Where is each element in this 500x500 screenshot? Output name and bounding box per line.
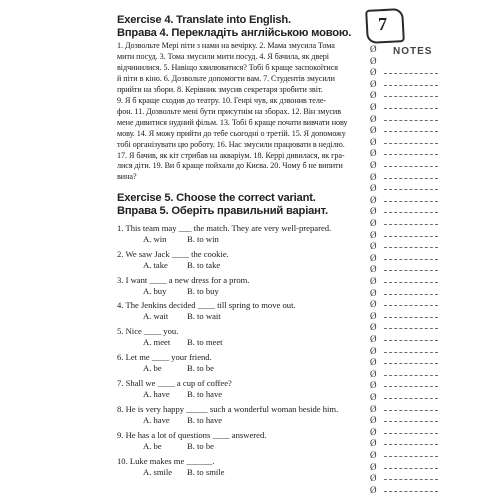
question-item bbox=[117, 223, 377, 245]
notes-rule-line bbox=[384, 120, 438, 121]
exercise-4-line: 17. Я бачив, як кіт стрибав на акваріум. 18. Керрі дивилася, як гра- bbox=[117, 150, 345, 160]
spiral-ring-icon: Ø bbox=[370, 148, 377, 159]
spiral-ring-icon: Ø bbox=[370, 380, 377, 391]
spiral-ring-icon: Ø bbox=[370, 461, 377, 472]
spiral-ring-icon: Ø bbox=[370, 113, 377, 124]
option-b[interactable]: B. to meet bbox=[187, 337, 223, 347]
spiral-ring-icon: Ø bbox=[370, 403, 377, 414]
exercise-5-title-uk: Вправа 5. Оберіть правильний варіант. bbox=[117, 205, 328, 217]
spiral-ring-icon: Ø bbox=[370, 44, 377, 54]
exercise-4-line: тобі організувати цю роботу. 16. Нас змусили працювати в неділю. bbox=[117, 139, 345, 149]
notes-rule-line bbox=[384, 468, 438, 469]
notes-rule-line bbox=[384, 363, 438, 364]
notes-rule-line bbox=[384, 479, 438, 480]
exercise-4-line: мити посуд. 3. Тома змусили мити посуд. 4. Я бачила, як двері bbox=[117, 51, 330, 61]
spiral-ring-icon: Ø bbox=[370, 299, 377, 310]
option-a[interactable]: A. take bbox=[143, 260, 168, 270]
notes-rule-line bbox=[384, 178, 438, 179]
spiral-ring-icon: Ø bbox=[370, 183, 377, 194]
option-b[interactable]: B. to take bbox=[187, 260, 221, 270]
spiral-ring-icon: Ø bbox=[370, 426, 377, 437]
spiral-ring-icon: Ø bbox=[370, 264, 377, 275]
spiral-ring-icon: Ø bbox=[370, 160, 377, 170]
notes-rule-line bbox=[384, 352, 438, 353]
spiral-ring-icon: Ø bbox=[370, 252, 377, 263]
notes-rule-line bbox=[384, 421, 438, 422]
option-a[interactable]: A. be bbox=[143, 363, 162, 373]
spiral-ring-icon: Ø bbox=[370, 450, 377, 460]
exercise-4-title-en: Exercise 4. Translate into English. bbox=[117, 14, 291, 26]
spiral-ring-icon: Ø bbox=[370, 78, 377, 89]
notes-rule-line bbox=[384, 131, 438, 132]
question-stem: 3. I want ____ a new dress for a prom. bbox=[117, 275, 250, 285]
notes-rule-line bbox=[384, 386, 438, 387]
spiral-ring-icon: Ø bbox=[370, 484, 377, 495]
exercise-4-body bbox=[117, 41, 367, 183]
option-a[interactable]: A. have bbox=[143, 389, 170, 399]
exercise-4-line: й піти в кіно. 6. Дозвольте допомогти вам. 7. Студентів змусили bbox=[117, 73, 335, 83]
question-stem: 6. Let me ____ your friend. bbox=[117, 352, 212, 362]
notes-rule-line bbox=[384, 294, 438, 295]
notes-margin bbox=[366, 0, 500, 500]
notes-rule-line bbox=[384, 433, 438, 434]
option-a[interactable]: A. be bbox=[143, 441, 162, 451]
notes-rule-line bbox=[384, 328, 438, 329]
spiral-ring-icon: Ø bbox=[370, 322, 377, 333]
notes-rule-line bbox=[384, 270, 438, 271]
question-stem: 9. He has a lot of questions ____ answered. bbox=[117, 430, 267, 440]
notes-rule-line bbox=[384, 108, 438, 109]
spiral-ring-icon: Ø bbox=[370, 90, 377, 101]
exercise-4-line: відчинилися. 5. Навіщо хвилюватися? Тобі б краще заспокоїтися bbox=[117, 62, 338, 72]
notes-rule-line bbox=[384, 166, 438, 167]
notes-rule-line bbox=[384, 212, 438, 213]
question-stem: 7. Shall we ____ a cup of coffee? bbox=[117, 378, 232, 388]
question-item bbox=[117, 404, 377, 426]
notes-rule-line bbox=[384, 317, 438, 318]
notes-rule-line bbox=[384, 73, 438, 74]
notes-rule-line bbox=[384, 96, 438, 97]
spiral-ring-icon: Ø bbox=[370, 241, 377, 252]
exercise-4-line: 9. Я б краще сходив до театру. 10. Генрі чув, як дзвонив теле- bbox=[117, 95, 327, 105]
spiral-ring-icon: Ø bbox=[370, 194, 377, 205]
option-a[interactable]: A. win bbox=[143, 234, 167, 244]
question-item bbox=[117, 249, 377, 271]
spiral-ring-icon: Ø bbox=[370, 136, 377, 147]
spiral-ring-icon: Ø bbox=[370, 67, 377, 78]
spiral-ring-icon: Ø bbox=[370, 171, 377, 182]
option-b[interactable]: B. to win bbox=[187, 234, 219, 244]
exercise-4-line: мене дивитися нудний фільм. 13. Тобі б краще почати вивчати нову bbox=[117, 117, 348, 127]
question-stem: 8. He is very happy _____ such a wonderful woman beside him. bbox=[117, 404, 339, 414]
notes-rule-line bbox=[384, 224, 438, 225]
question-item bbox=[117, 275, 377, 297]
question-item bbox=[117, 456, 377, 478]
notes-label: NOTES bbox=[393, 46, 433, 57]
exercise-4-line: фон. 11. Дозвольте мені бути присутнім на зборах. 12. Він змусив bbox=[117, 106, 341, 116]
notes-rule-line bbox=[384, 236, 438, 237]
notes-rule-line bbox=[384, 282, 438, 283]
option-b[interactable]: B. to have bbox=[187, 389, 223, 399]
spiral-ring-icon: Ø bbox=[370, 357, 377, 368]
question-stem: 10. Luke makes me ______. bbox=[117, 456, 215, 466]
exercise-5-title-en: Exercise 5. Choose the correct variant. bbox=[117, 192, 316, 204]
question-stem: 1. This team may ___ the match. They are very well-prepared. bbox=[117, 223, 332, 233]
exercise-4-line: мову. 14. Я можу прийти до тебе сьогодні о третій. 15. Я допоможу bbox=[117, 128, 346, 138]
question-stem: 5. Nice ____ you. bbox=[117, 326, 179, 336]
notes-rule-line bbox=[384, 375, 438, 376]
question-item bbox=[117, 300, 377, 322]
spiral-ring-icon: Ø bbox=[370, 229, 377, 240]
exercise-4-line: 1. Дозвольте Мері піти з нами на вечірку. 2. Мама змусила Тома bbox=[117, 41, 335, 50]
spiral-ring-icon: Ø bbox=[370, 125, 377, 136]
notes-rule-line bbox=[384, 247, 438, 248]
notes-rule-line bbox=[384, 143, 438, 144]
option-b[interactable]: B. to wait bbox=[187, 311, 221, 321]
option-a[interactable]: A. smile bbox=[143, 467, 173, 477]
option-a[interactable]: A. meet bbox=[143, 337, 171, 347]
option-b[interactable]: B. to be bbox=[187, 441, 214, 451]
option-b[interactable]: B. to be bbox=[187, 363, 214, 373]
notes-rule-line bbox=[384, 340, 438, 341]
option-a[interactable]: A. buy bbox=[143, 286, 167, 296]
exercise-4-title bbox=[117, 14, 367, 40]
question-item bbox=[117, 352, 377, 374]
spiral-ring-icon: Ø bbox=[370, 415, 377, 426]
option-b[interactable]: B. to smile bbox=[187, 467, 225, 477]
spiral-ring-icon: Ø bbox=[370, 392, 377, 402]
notes-rule-line bbox=[384, 154, 438, 155]
spiral-ring-icon: Ø bbox=[370, 102, 377, 112]
option-b[interactable]: B. to have bbox=[187, 415, 223, 425]
spiral-ring-icon: Ø bbox=[370, 310, 377, 321]
notes-rule-line bbox=[384, 444, 438, 445]
notes-rule-line bbox=[384, 398, 438, 399]
question-item bbox=[117, 430, 377, 452]
spiral-ring-icon: Ø bbox=[370, 438, 377, 449]
notes-rule-line bbox=[384, 189, 438, 190]
exercise-4-line: вина? bbox=[117, 172, 137, 182]
page-number: 7 bbox=[378, 14, 387, 34]
notes-rule-line bbox=[384, 410, 438, 411]
spiral-ring-icon: Ø bbox=[370, 287, 377, 298]
notes-rule-line bbox=[384, 85, 438, 86]
spiral-ring-icon: Ø bbox=[370, 55, 377, 66]
spiral-ring-icon: Ø bbox=[370, 276, 377, 286]
option-a[interactable]: A. wait bbox=[143, 311, 169, 321]
notes-rule-line bbox=[384, 201, 438, 202]
notes-rule-line bbox=[384, 259, 438, 260]
exercise-5-title bbox=[117, 192, 367, 218]
notes-rule-line bbox=[384, 305, 438, 306]
notes-rule-line bbox=[384, 456, 438, 457]
question-item bbox=[117, 378, 377, 400]
spiral-ring-icon: Ø bbox=[370, 345, 377, 356]
exercise-4-line: прийти на збори. 8. Керівник змусив секретаря зробити звіт. bbox=[117, 84, 323, 94]
spiral-ring-icon: Ø bbox=[370, 206, 377, 217]
spiral-ring-icon: Ø bbox=[370, 334, 377, 344]
spiral-ring-icon: Ø bbox=[370, 218, 377, 228]
spiral-ring-icon: Ø bbox=[370, 473, 377, 484]
question-stem: 4. The Jenkins decided ____ till spring to move out. bbox=[117, 300, 296, 310]
exercise-4-line: лися діти. 19. Ви б краще пойхали до Києва. 20. Чому б не випити bbox=[117, 161, 343, 171]
spiral-ring-icon: Ø bbox=[370, 368, 377, 379]
exercise-4-title-uk: Вправа 4. Перекладіть англійською мовою. bbox=[117, 27, 352, 39]
notes-rule-line bbox=[384, 491, 438, 492]
option-a[interactable]: A. have bbox=[143, 415, 170, 425]
question-stem: 2. We saw Jack ____ the cookie. bbox=[117, 249, 229, 259]
question-item bbox=[117, 326, 377, 348]
option-b[interactable]: B. to buy bbox=[187, 286, 219, 296]
